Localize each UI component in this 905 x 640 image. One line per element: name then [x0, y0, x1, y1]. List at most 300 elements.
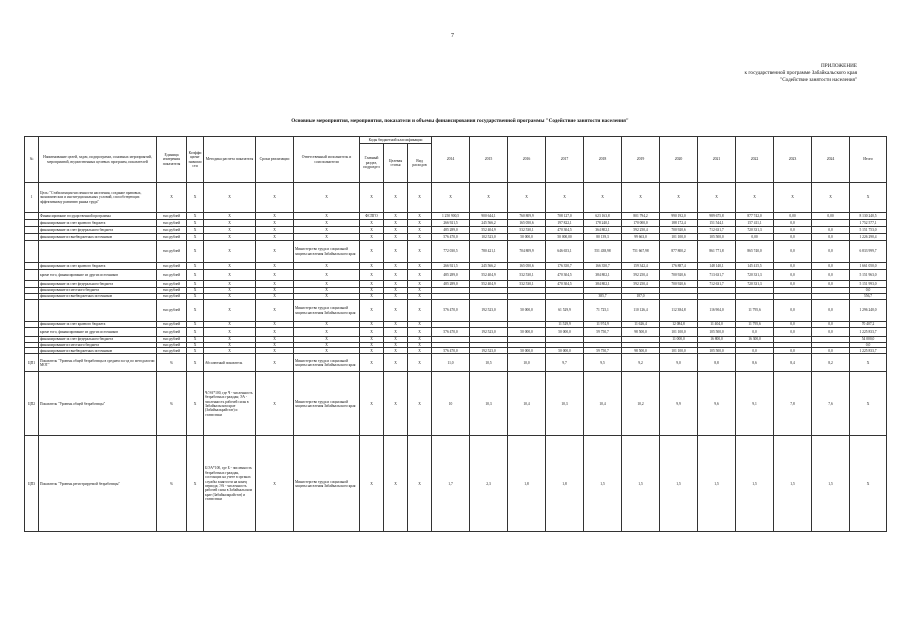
- cell-resp: Х: [294, 234, 360, 241]
- cell-year-value: 700 920,6: [660, 281, 698, 288]
- cell-csr: Х: [384, 263, 408, 270]
- cell-year-value: 0,00: [812, 213, 850, 220]
- cell-year-value: 720 331,3: [736, 281, 774, 288]
- cell-year-value: Х: [470, 183, 508, 213]
- cell-vr: Х: [408, 263, 432, 270]
- cell-year-value: 245 566,2: [470, 220, 508, 227]
- cell-year-value: 12 084,8: [660, 322, 698, 328]
- cell-year-value: 11 000,0: [660, 337, 698, 343]
- cell-csr: Х: [384, 337, 408, 343]
- document-title: Основные мероприятия, мероприятия, показатели и объемы финансирования государственной программы "Содействие занятости населения": [291, 118, 629, 124]
- cell-total: 556,7: [850, 294, 887, 300]
- header-no: №: [25, 137, 39, 183]
- cell-razdel: Х: [360, 436, 384, 532]
- cell-year-value: 0,0: [774, 322, 812, 328]
- cell-year-value: 50 000,0: [546, 328, 584, 337]
- cell-no: ЦП1: [25, 354, 39, 372]
- header-year: 2023: [774, 137, 812, 183]
- cell-year-value: 576 470,0: [432, 348, 470, 354]
- cell-coef: Х: [187, 294, 204, 300]
- cell-year-value: 50 000,0: [508, 348, 546, 354]
- cell-razdel: Х: [360, 348, 384, 354]
- cell-name: [39, 241, 157, 263]
- cell-csr: Х: [384, 354, 408, 372]
- cell-year-value: 101 100,0: [660, 348, 698, 354]
- cell-coef: Х: [187, 337, 204, 343]
- cell-year-value: 98 500,0: [622, 348, 660, 354]
- cell-csr: Х: [384, 372, 408, 436]
- cell-csr: Х: [384, 322, 408, 328]
- cell-resp: Х: [294, 288, 360, 294]
- cell-no: [25, 328, 39, 337]
- cell-resp: Министерство труда и социальной защиты населения Забайкальского края: [294, 372, 360, 436]
- cell-term: Х: [256, 300, 294, 322]
- cell-year-value: 552 404,9: [470, 227, 508, 234]
- cell-total: 1 296 240,0: [850, 300, 887, 322]
- cell-method: Х: [204, 288, 256, 294]
- cell-year-value: 192 523,0: [470, 328, 508, 337]
- cell-coef: Х: [187, 343, 204, 348]
- cell-year-value: 50 000,0: [508, 300, 546, 322]
- cell-year-value: 9,2: [622, 354, 660, 372]
- cell-year-value: 102 523,0: [470, 234, 508, 241]
- cell-year-value: 9,9: [660, 372, 698, 436]
- cell-year-value: 720 331,3: [736, 270, 774, 281]
- cell-total: 8 130 240,5: [850, 213, 887, 220]
- cell-year-value: 9,1: [736, 372, 774, 436]
- cell-term: Х: [256, 372, 294, 436]
- cell-razdel: Х: [360, 263, 384, 270]
- cell-year-value: 0,0: [812, 241, 850, 263]
- cell-year-value: 470 304,5: [546, 227, 584, 234]
- cell-no: [25, 227, 39, 234]
- cell-razdel: Х: [360, 234, 384, 241]
- header-row-top: [25, 137, 887, 144]
- cell-year-value: 266 921,5: [432, 220, 470, 227]
- cell-no: [25, 281, 39, 288]
- cell-unit: тыс.рублей: [157, 348, 187, 354]
- cell-method: Х: [204, 294, 256, 300]
- cell-year-value: Х: [584, 183, 622, 213]
- cell-year-value: 116 904,0: [698, 300, 736, 322]
- cell-method: Х: [204, 241, 256, 263]
- cell-term: Х: [256, 241, 294, 263]
- cell-year-value: 700 920,6: [660, 270, 698, 281]
- cell-year-value: 780 421,1: [470, 241, 508, 263]
- cell-no: ЦП3: [25, 436, 39, 532]
- cell-term: Х: [256, 263, 294, 270]
- cell-total: 5 151 963,0: [850, 270, 887, 281]
- cell-total: 5 151 993,0: [850, 281, 887, 288]
- cell-year-value: 105 500,0: [698, 234, 736, 241]
- cell-term: Х: [256, 337, 294, 343]
- cell-year-value: Х: [698, 183, 736, 213]
- cell-resp: Х: [294, 263, 360, 270]
- cell-csr: Х: [384, 281, 408, 288]
- cell-name: [39, 300, 157, 322]
- cell-year-value: 532 530,1: [508, 227, 546, 234]
- cell-year-value: 10,5: [470, 354, 508, 372]
- cell-year-value: 1,7: [432, 436, 470, 532]
- cell-year-value: 176 887,4: [660, 263, 698, 270]
- cell-year-value: 0,0: [812, 328, 850, 337]
- cell-year-value: Х: [622, 183, 660, 213]
- cell-year-value: 0,0: [736, 328, 774, 337]
- cell-year-value: 197 822,1: [546, 220, 584, 227]
- header-codes: Коды бюджетной классификации: [360, 137, 432, 144]
- cell-total: Х: [850, 183, 887, 213]
- cell-year-value: 877 742,0: [736, 213, 774, 220]
- table-row: [25, 183, 887, 213]
- cell-name: финансирование за счет федерального бюджета: [39, 227, 157, 234]
- cell-vr: Х: [408, 281, 432, 288]
- cell-year-value: 712 631,7: [698, 227, 736, 234]
- cell-total: Х: [850, 372, 887, 436]
- cell-unit: тыс.рублей: [157, 322, 187, 328]
- cell-year-value: 99 663,0: [622, 234, 660, 241]
- cell-csr: Х: [384, 288, 408, 294]
- cell-coef: Х: [187, 372, 204, 436]
- cell-razdel: Х: [360, 227, 384, 234]
- cell-year-value: Х: [660, 183, 698, 213]
- table-row: [25, 263, 887, 270]
- cell-name: финансирование за счет краевого бюджета: [39, 263, 157, 270]
- header-unit: Единица измерения показателя: [157, 137, 187, 183]
- cell-term: Х: [256, 270, 294, 281]
- cell-year-value: 192 523,0: [470, 300, 508, 322]
- cell-csr: Х: [384, 328, 408, 337]
- cell-year-value: 71 725,1: [584, 300, 622, 322]
- cell-year-value: 485 289,0: [432, 281, 470, 288]
- appendix-program: "Содействие занятости населения": [780, 77, 857, 83]
- cell-razdel: Х: [360, 354, 384, 372]
- header-term: Сроки реализации: [256, 137, 294, 183]
- cell-method: Х: [204, 270, 256, 281]
- cell-year-value: 0,0: [812, 263, 850, 270]
- cell-year-value: 151 544,1: [698, 220, 736, 227]
- cell-year-value: 865 740,0: [736, 241, 774, 263]
- cell-method: Х: [204, 322, 256, 328]
- cell-csr: Х: [384, 436, 408, 532]
- cell-vr: Х: [408, 213, 432, 220]
- cell-year-value: 16 300,0: [736, 337, 774, 343]
- cell-term: Х: [256, 183, 294, 213]
- cell-total: 1 225 833,7: [850, 348, 887, 354]
- cell-coef: Х: [187, 241, 204, 263]
- cell-name: финансирование за счет краевого бюджета: [39, 220, 157, 227]
- cell-unit: тыс.рублей: [157, 281, 187, 288]
- cell-name: финансирование за счет федерального бюджета: [39, 337, 157, 343]
- cell-total: Х: [850, 436, 887, 532]
- cell-no: [25, 241, 39, 263]
- cell-year-value: 159 342,4: [622, 263, 660, 270]
- cell-year-value: 989 675,8: [698, 213, 736, 220]
- cell-year-value: 11,0: [432, 354, 470, 372]
- cell-year-value: 80 139,3: [584, 234, 622, 241]
- cell-vr: Х: [408, 328, 432, 337]
- table-row: [25, 300, 887, 322]
- cell-name: финансирование за счет краевого бюджета: [39, 322, 157, 328]
- cell-unit: тыс.рублей: [157, 220, 187, 227]
- header-total: Итого: [850, 137, 887, 183]
- cell-year-value: 0,00: [774, 213, 812, 220]
- cell-coef: Х: [187, 322, 204, 328]
- cell-year-value: Х: [812, 183, 850, 213]
- cell-year-value: 170 000,0: [622, 220, 660, 227]
- cell-year-value: 720 331,3: [736, 227, 774, 234]
- header-year: 2015: [470, 137, 508, 183]
- cell-no: ЦП2: [25, 372, 39, 436]
- cell-resp: Х: [294, 328, 360, 337]
- cell-year-value: 990 192,0: [660, 213, 698, 220]
- cell-year-value: 11 974,9: [584, 322, 622, 328]
- cell-unit: %: [157, 354, 187, 372]
- cell-method: Б/ЭА*100, где Б - численность безработных граждан, состоящих на учете в органах службы занятости на конец периода; ЭА - численность рабочей силы в Забайкальском крае (Забайкалкрайстат) и статистики: [204, 436, 256, 532]
- cell-csr: Х: [384, 183, 408, 213]
- cell-total: 6 833 999,7: [850, 241, 887, 263]
- cell-vr: Х: [408, 343, 432, 348]
- header-year: 2019: [622, 137, 660, 183]
- cell-year-value: 0,00: [736, 234, 774, 241]
- cell-year-value: 8,8: [698, 354, 736, 372]
- cell-year-value: 10,3: [546, 372, 584, 436]
- cell-resp: Х: [294, 183, 360, 213]
- cell-year-value: 1,8: [546, 436, 584, 532]
- cell-razdel: Х: [360, 183, 384, 213]
- cell-coef: Х: [187, 288, 204, 294]
- appendix-line: к государственной программе Забайкальского края: [744, 70, 857, 76]
- cell-year-value: 900 644,1: [470, 213, 508, 220]
- cell-vr: Х: [408, 220, 432, 227]
- cell-year-value: 551 438,98: [584, 241, 622, 263]
- cell-term: Х: [256, 348, 294, 354]
- cell-unit: тыс.рублей: [157, 227, 187, 234]
- cell-year-value: 11 626,4: [622, 322, 660, 328]
- cell-year-value: 11 404,0: [698, 322, 736, 328]
- cell-vr: Х: [408, 322, 432, 328]
- cell-vr: Х: [408, 227, 432, 234]
- cell-year-value: 0,0: [774, 227, 812, 234]
- cell-name: Финансирование государственной программы: [39, 213, 157, 220]
- cell-year-value: 192 523,0: [470, 348, 508, 354]
- cell-total: 70 407,2: [850, 322, 887, 328]
- cell-year-value: 1,5: [698, 436, 736, 532]
- cell-vr: Х: [408, 234, 432, 241]
- cell-year-value: 101 100,0: [660, 234, 698, 241]
- cell-csr: Х: [384, 220, 408, 227]
- cell-total: 1 226 290,4: [850, 234, 887, 241]
- cell-no: 1: [25, 183, 39, 213]
- cell-razdel: Х: [360, 270, 384, 281]
- cell-method: Х: [204, 227, 256, 234]
- table-row: [25, 436, 887, 532]
- cell-year-value: 145 415,5: [736, 263, 774, 270]
- header-razdel: Главный раздел, подраздел: [360, 144, 384, 183]
- cell-csr: Х: [384, 300, 408, 322]
- cell-csr: Х: [384, 241, 408, 263]
- cell-razdel: Х: [360, 322, 384, 328]
- cell-year-value: 59 750,7: [584, 348, 622, 354]
- cell-year-value: 1,5: [584, 436, 622, 532]
- header-name: Наименование целей, задач, подпрограмм, основных мероприятий, мероприятий, ведомственных целевых программ, показателей: [39, 137, 157, 183]
- cell-resp: Министерство труда и социальной защиты населения Забайкальского края: [294, 300, 360, 322]
- cell-method: Х: [204, 263, 256, 270]
- cell-year-value: 157 411,1: [736, 220, 774, 227]
- cell-name: финансирование из внебюджетных источников: [39, 234, 157, 241]
- cell-csr: Х: [384, 270, 408, 281]
- cell-vr: Х: [408, 436, 432, 532]
- cell-year-value: 385,7: [584, 294, 622, 300]
- cell-vr: Х: [408, 241, 432, 263]
- cell-no: [25, 263, 39, 270]
- cell-year-value: 485 289,0: [432, 270, 470, 281]
- cell-year-value: 1,8: [508, 436, 546, 532]
- cell-year-value: 105 500,0: [698, 328, 736, 337]
- cell-term: Х: [256, 281, 294, 288]
- cell-method: Х: [204, 281, 256, 288]
- cell-total: 5 151 753,0: [850, 227, 887, 234]
- cell-year-value: 0,0: [774, 263, 812, 270]
- header-method: Методика расчета показателя: [204, 137, 256, 183]
- table-row: [25, 354, 887, 372]
- cell-resp: Министерство труда и социальной защиты населения Забайкальского края: [294, 241, 360, 263]
- cell-year-value: 0,0: [812, 348, 850, 354]
- header-year: 2020: [660, 137, 698, 183]
- cell-year-value: 532 530,1: [508, 270, 546, 281]
- cell-year-value: 532 530,1: [508, 281, 546, 288]
- cell-name: Цель: "Стабилизация численности населения, создание правовых, экономических и институциональных условий, способствующих эффективному развитию рынка труда": [39, 183, 157, 213]
- cell-year-value: 576 470,0: [432, 234, 470, 241]
- cell-razdel: Х: [360, 281, 384, 288]
- cell-name: финансирование из внебюджетных источников: [39, 348, 157, 354]
- cell-year-value: 8,6: [736, 354, 774, 372]
- cell-total: 1 752 577,1: [850, 220, 887, 227]
- cell-year-value: 592 250,4: [622, 227, 660, 234]
- cell-year-value: 61 529,9: [546, 300, 584, 322]
- cell-year-value: 8,2: [812, 354, 850, 372]
- cell-year-value: 9,5: [584, 354, 622, 372]
- cell-year-value: 384 802,1: [584, 281, 622, 288]
- cell-csr: Х: [384, 234, 408, 241]
- cell-coef: Х: [187, 328, 204, 337]
- cell-year-value: 0,0: [774, 270, 812, 281]
- cell-year-value: 266 921,5: [432, 263, 470, 270]
- cell-name: финансирование из местного бюджета: [39, 288, 157, 294]
- cell-coef: Х: [187, 348, 204, 354]
- cell-name: Показатель "Уровень общей безработицы в среднем за год по методологии МОТ": [39, 354, 157, 372]
- cell-term: Х: [256, 227, 294, 234]
- cell-year-value: 10,4: [584, 372, 622, 436]
- cell-term: Х: [256, 343, 294, 348]
- cell-method: Абсолютный показатель: [204, 354, 256, 372]
- cell-year-value: 101 100,0: [660, 328, 698, 337]
- header-year: 2024: [812, 137, 850, 183]
- cell-year-value: 148 140,1: [698, 263, 736, 270]
- cell-name: кроме того, финансирование из других источников: [39, 328, 157, 337]
- cell-vr: Х: [408, 354, 432, 372]
- cell-year-value: 861 771,8: [698, 241, 736, 263]
- cell-year-value: 0,0: [736, 348, 774, 354]
- cell-vr: Х: [408, 372, 432, 436]
- cell-coef: Х: [187, 227, 204, 234]
- cell-unit: тыс.рублей: [157, 337, 187, 343]
- program-table: [24, 136, 887, 532]
- header-csr: Целевая статья: [384, 144, 408, 183]
- cell-csr: Х: [384, 227, 408, 234]
- cell-year-value: 10,4: [508, 372, 546, 436]
- header-year: 2014: [432, 137, 470, 183]
- cell-term: Х: [256, 328, 294, 337]
- header-resp: Ответственный исполнитель и соисполнители: [294, 137, 360, 183]
- page-number: 7: [451, 33, 454, 39]
- cell-unit: тыс.рублей: [157, 300, 187, 322]
- cell-term: Х: [256, 220, 294, 227]
- cell-coef: Х: [187, 354, 204, 372]
- cell-unit: тыс.рублей: [157, 234, 187, 241]
- cell-year-value: 7,8: [774, 372, 812, 436]
- cell-csr: Х: [384, 213, 408, 220]
- cell-year-value: 1,5: [812, 436, 850, 532]
- cell-unit: тыс.рублей: [157, 270, 187, 281]
- cell-term: Х: [256, 288, 294, 294]
- cell-year-value: 0,0: [774, 281, 812, 288]
- cell-vr: Х: [408, 348, 432, 354]
- cell-year-value: 877 800,2: [660, 241, 698, 263]
- cell-year-value: Х: [508, 183, 546, 213]
- cell-no: [25, 270, 39, 281]
- cell-coef: Х: [187, 213, 204, 220]
- cell-year-value: 10,2: [622, 372, 660, 436]
- cell-year-value: 0,0: [812, 234, 850, 241]
- cell-term: Х: [256, 213, 294, 220]
- cell-year-value: 751 667,98: [622, 241, 660, 263]
- cell-total: 1 661 050,0: [850, 263, 887, 270]
- cell-term: Х: [256, 354, 294, 372]
- cell-year-value: Х: [736, 183, 774, 213]
- cell-unit: тыс.рублей: [157, 241, 187, 263]
- cell-razdel: Х: [360, 300, 384, 322]
- cell-razdel: ФСПГО: [360, 213, 384, 220]
- cell-year-value: 7,6: [812, 372, 850, 436]
- cell-year-value: 0,0: [812, 281, 850, 288]
- cell-resp: Министерство труда и социальной защиты населения Забайкальского края: [294, 436, 360, 532]
- cell-razdel: Х: [360, 241, 384, 263]
- cell-year-value: 16 800,0: [698, 337, 736, 343]
- cell-method: Ч/ЭА*100, где Ч - численность безработных граждан; ЭА - численность рабочей силы в Забайкальском крае (Забайкалкрайстат) и статистики: [204, 372, 256, 436]
- cell-year-value: 0,0: [812, 300, 850, 322]
- cell-year-value: 0,0: [774, 241, 812, 263]
- cell-razdel: Х: [360, 288, 384, 294]
- header-coef: Коэффициент значимости: [187, 137, 204, 183]
- cell-resp: Х: [294, 220, 360, 227]
- cell-year-value: 772 030,5: [432, 241, 470, 263]
- cell-year-value: 178 240,1: [584, 220, 622, 227]
- cell-name: Показатель "Уровень регистрируемой безработицы": [39, 436, 157, 532]
- cell-no: [25, 220, 39, 227]
- cell-year-value: 188 172,4: [660, 220, 698, 227]
- cell-resp: Х: [294, 343, 360, 348]
- cell-year-value: 623 163,8: [584, 213, 622, 220]
- cell-name: финансирование из внебюджетных источников: [39, 294, 157, 300]
- table-row: [25, 234, 887, 241]
- cell-year-value: 552 404,9: [470, 270, 508, 281]
- cell-resp: Х: [294, 294, 360, 300]
- cell-resp: Х: [294, 213, 360, 220]
- cell-year-value: 713 631,7: [698, 270, 736, 281]
- table-row: [25, 270, 887, 281]
- table-row: [25, 372, 887, 436]
- cell-year-value: 700 920,6: [660, 227, 698, 234]
